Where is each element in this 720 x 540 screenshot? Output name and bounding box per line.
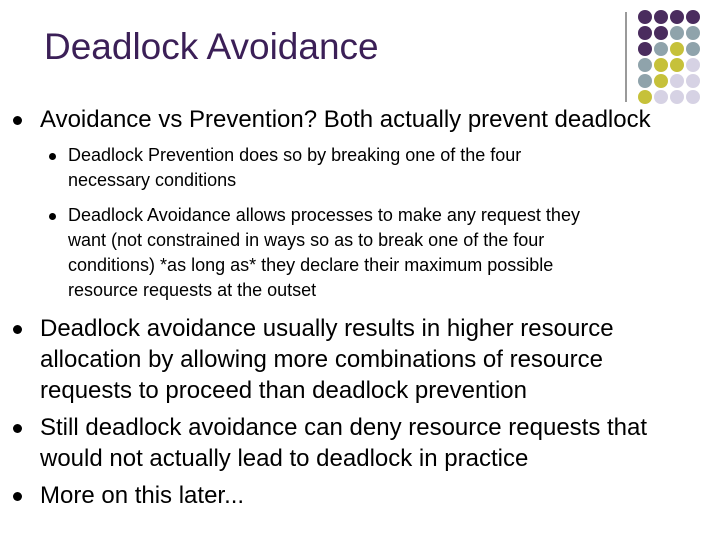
bullet-text-line: resource requests at the outset	[68, 280, 317, 300]
bullet-text-line: requests to proceed than deadlock prevention	[40, 377, 527, 404]
bullet-dot-icon	[13, 325, 22, 334]
bullet-text-line: would not actually lead to deadlock in practice	[40, 445, 529, 472]
slide-title: Deadlock Avoidance	[44, 26, 379, 67]
bullet-text-line: Avoidance vs Prevention? Both actually prevent deadlock	[40, 106, 651, 133]
bullet-dot-icon	[13, 116, 22, 125]
bullet-text-line: Deadlock avoidance usually results in higher resource	[40, 315, 614, 342]
bullet-text-line: Deadlock Avoidance allows processes to make any request they	[68, 205, 580, 225]
bullet-text-line: want (not constrained in ways so as to break one of the four	[68, 230, 545, 250]
bullet-dot-icon	[13, 492, 22, 501]
bullet-dot-icon	[13, 424, 22, 433]
bullet-text-line: allocation by allowing more combinations of resource	[40, 346, 603, 373]
bullet-dot-icon	[49, 153, 56, 160]
bullet-text-line: necessary conditions	[68, 170, 237, 190]
bullet-text-line: Still deadlock avoidance can deny resource requests that	[40, 414, 648, 441]
bullet-text-line: conditions) *as long as* they declare their maximum possible	[68, 255, 554, 275]
bullet-dot-icon	[49, 213, 56, 220]
bullet-text-line: Deadlock Prevention does so by breaking one of the four	[68, 145, 522, 165]
bullet-text-line: More on this later...	[40, 482, 245, 509]
